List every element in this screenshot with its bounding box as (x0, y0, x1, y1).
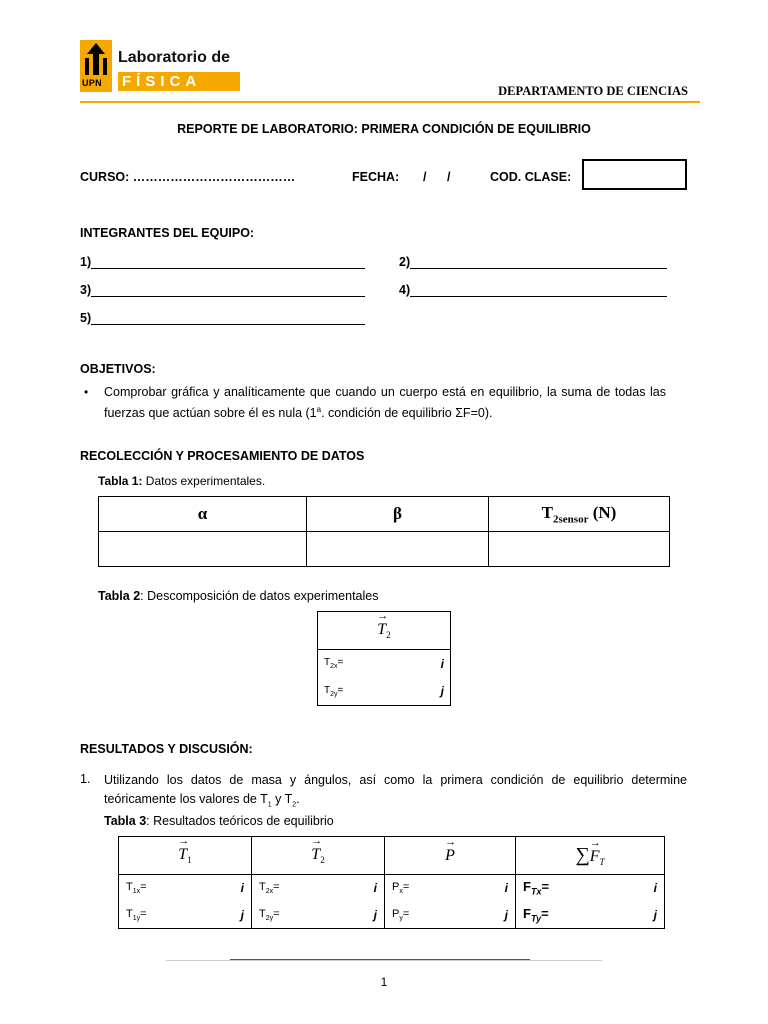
py-cell[interactable]: $P_y=$ j (385, 902, 516, 929)
unit-vector-j: j (653, 907, 657, 922)
item-number: 1. (80, 772, 91, 786)
footer-divider (166, 960, 602, 961)
member-number: 1) (80, 255, 92, 269)
objective-text: Comprobar gráfica y analíticamente que cuando un cuerpo está en equilibrio, la suma de todas las fuerzas que actúan sobre él es nula (1$^a$. condición de equilibrio ΣF=0). (104, 385, 666, 421)
results-heading: RESULTADOS Y DISCUSIÓN: (80, 742, 253, 756)
unit-vector-j: j (440, 684, 444, 699)
header-divider (80, 101, 700, 103)
logo-title: Laboratorio de (118, 49, 231, 66)
page-number: 1 (380, 975, 388, 989)
p-vector-header: → P (385, 837, 516, 875)
t1-vector-header: → $T_1$ (119, 837, 252, 875)
sum-ft-header: ∑→ $F_T$ (516, 837, 665, 875)
ftx-cell[interactable]: $F_{Tx}=$ i (516, 875, 665, 902)
data-section-heading: RECOLECCIÓN Y PROCESAMIENTO DE DATOS (80, 449, 365, 463)
member-field-1[interactable] (80, 255, 365, 269)
logo-subtitle: FÍSICA (118, 72, 240, 91)
arrow-up-icon (83, 42, 109, 76)
px-cell[interactable]: $P_x=$ i (385, 875, 516, 902)
cod-clase-field[interactable] (582, 159, 687, 190)
alpha-input-cell[interactable] (99, 532, 307, 567)
member-number: 5) (80, 311, 92, 325)
table2-caption: Tabla 2: Descomposición de datos experimentales (98, 589, 379, 603)
logo-initials: UPN (82, 78, 102, 88)
objectives-heading: OBJETIVOS: (80, 362, 156, 376)
unit-vector-j: j (504, 907, 508, 922)
member-field-2[interactable] (399, 255, 667, 269)
department-name: DEPARTAMENTO DE CIENCIAS (498, 84, 688, 98)
member-number: 3) (80, 283, 92, 297)
logo (80, 40, 240, 92)
unit-vector-i: i (653, 881, 657, 896)
team-heading: INTEGRANTES DEL EQUIPO: (80, 226, 255, 240)
t2x-cell[interactable]: $T_{2x}=$ i (318, 650, 451, 678)
page-title: REPORTE DE LABORATORIO: PRIMERA CONDICIÓN DE EQUILIBRIO (177, 122, 591, 136)
table3-caption: Tabla 3: Resultados teóricos de equilibrio (104, 814, 334, 828)
unit-vector-j: j (373, 907, 377, 922)
t2-vector-header: → $T_2$ (252, 837, 385, 875)
beta-input-cell[interactable] (307, 532, 489, 567)
item-text: Utilizando los datos de masa y ángulos, así como la primera condición de equilibrio determine teóricamente los valores de $T_1$ y $T_2$. (104, 773, 687, 809)
bullet: • (84, 385, 89, 399)
t2sensor-input-cell[interactable] (489, 532, 670, 567)
fecha-slash-1[interactable]: / (423, 170, 427, 184)
unit-vector-j: j (240, 907, 244, 922)
unit-vector-i: i (504, 881, 508, 896)
member-number: 4) (399, 283, 411, 297)
footer-divider-accent (230, 959, 530, 960)
member-field-5[interactable] (80, 311, 365, 325)
unit-vector-i: i (240, 881, 244, 896)
t1y-cell[interactable]: $T_{1y}=$ j (119, 902, 252, 929)
fecha-slash-2[interactable]: / (447, 170, 451, 184)
table-experimental-data (98, 496, 670, 567)
unit-vector-i: i (440, 656, 444, 671)
member-field-3[interactable] (80, 283, 365, 297)
t2y-cell[interactable]: $T_{2y}=$ j (252, 902, 385, 929)
t2x-cell[interactable]: $T_{2x}=$ i (252, 875, 385, 902)
t2-vector-header: → $T_2$ (318, 612, 451, 650)
beta-header: β (307, 497, 489, 532)
fty-cell[interactable]: $F_{Ty}=$ j (516, 902, 665, 929)
t2y-cell[interactable]: $T_{2y}=$ j (318, 678, 451, 706)
t2sensor-header: $T_{2sensor}$ (N) (489, 497, 670, 532)
alpha-header: α (99, 497, 307, 532)
fecha-label: FECHA: (352, 170, 400, 184)
member-field-4[interactable] (399, 283, 667, 297)
table-theoretical-results (118, 836, 665, 929)
t1x-cell[interactable]: $T_{1x}=$ i (119, 875, 252, 902)
curso-label[interactable]: CURSO: ………………………………… (80, 170, 296, 184)
cod-clase-label: COD. CLASE: (490, 170, 572, 184)
logo-mark (80, 40, 112, 92)
table-decomposition (317, 611, 451, 706)
member-number: 2) (399, 255, 411, 269)
unit-vector-i: i (373, 881, 377, 896)
table1-caption: Tabla 1: Datos experimentales. (98, 474, 266, 488)
